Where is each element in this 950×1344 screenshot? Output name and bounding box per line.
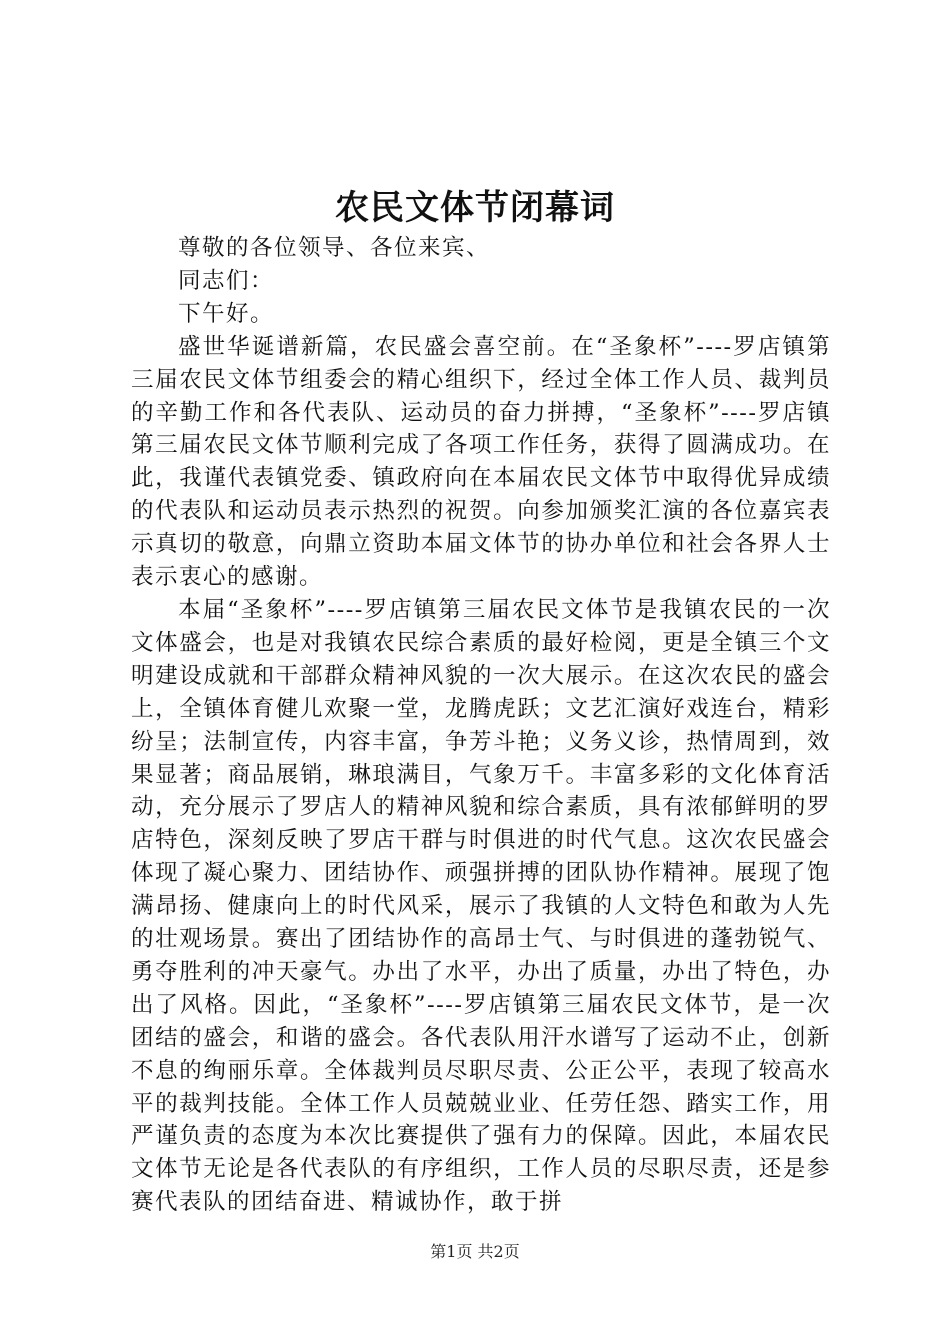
body-paragraph: 盛世华诞谱新篇，农民盛会喜空前。在“圣象杯”----罗店镇第三届农民文体节组委会的精心组织下，经过全体工作人员、裁判员的辛勤工作和各代表队、运动员的奋力拼搏，“圣象杯”----罗店镇第三届农民文体节顺利完成了各项工作任务，获得了圆满成功。在此，我谨代表镇党委、镇政府向在本届农民文体节中取得优异成绩的代表队和运动员表示热烈的祝贺。向参加颁奖汇演的各位嘉宾表示真切的敬意，向鼎立资助本届文体节的协办单位和社会各界人士表示衷心的感谢。 xyxy=(131,333,831,591)
salutation-line: 同志们： xyxy=(178,267,275,294)
salutation-line: 尊敬的各位领导、各位来宾、 xyxy=(178,235,491,261)
body-paragraph: 本届“圣象杯”----罗店镇第三届农民文体节是我镇农民的一次文体盛会，也是对我镇农民综合素质的最好检阅，更是全镇三个文明建设成就和干部群众精神风貌的一次大展示。在这次农民的盛会上，全镇体育健儿欢聚一堂，龙腾虎跃；文艺汇演好戏连台，精彩纷呈；法制宣传，内容丰富，争芳斗艳；义务义诊，热情周到，效果显著；商品展销，琳琅满目，气象万千。丰富多彩的文化体育活动，充分展示了罗店人的精神风貌和综合素质，具有浓郁鲜明的罗店特色，深刻反映了罗店干群与时俱进的时代气息。这次农民盛会体现了凝心聚力、团结协作、顽强拼搏的团队协作精神。展现了饱满昂扬、健康向上的时代风采，展示了我镇的人文特色和敢为人先的壮观场景。赛出了团结协作的高昂士气、与时俱进的蓬勃锐气、勇夺胜利的冲天豪气。办出了水平，办出了质量，办出了特色，办出了风格。因此，“圣象杯”----罗店镇第三届农民文体节，是一次团结的盛会，和谐的盛会。各代表队用汗水谱写了运动不止，创新不息的绚丽乐章。全体裁判员尽职尽责、公正公平，表现了较高水平的裁判技能。全体工作人员兢兢业业、任劳任怨、踏实工作，用严谨负责的态度为本次比赛提供了强有力的保障。因此，本届农民文体节无论是各代表队的有序组织，工作人员的尽职尽责，还是参赛代表队的团结奋进、精诚协作，敢于拼 xyxy=(131,596,831,1216)
document-title: 农民文体节闭幕词 xyxy=(335,188,615,228)
document-body xyxy=(131,232,831,1219)
greeting-line: 下午好。 xyxy=(178,300,275,327)
page-footer: 第1页 共2页 xyxy=(430,1242,520,1261)
